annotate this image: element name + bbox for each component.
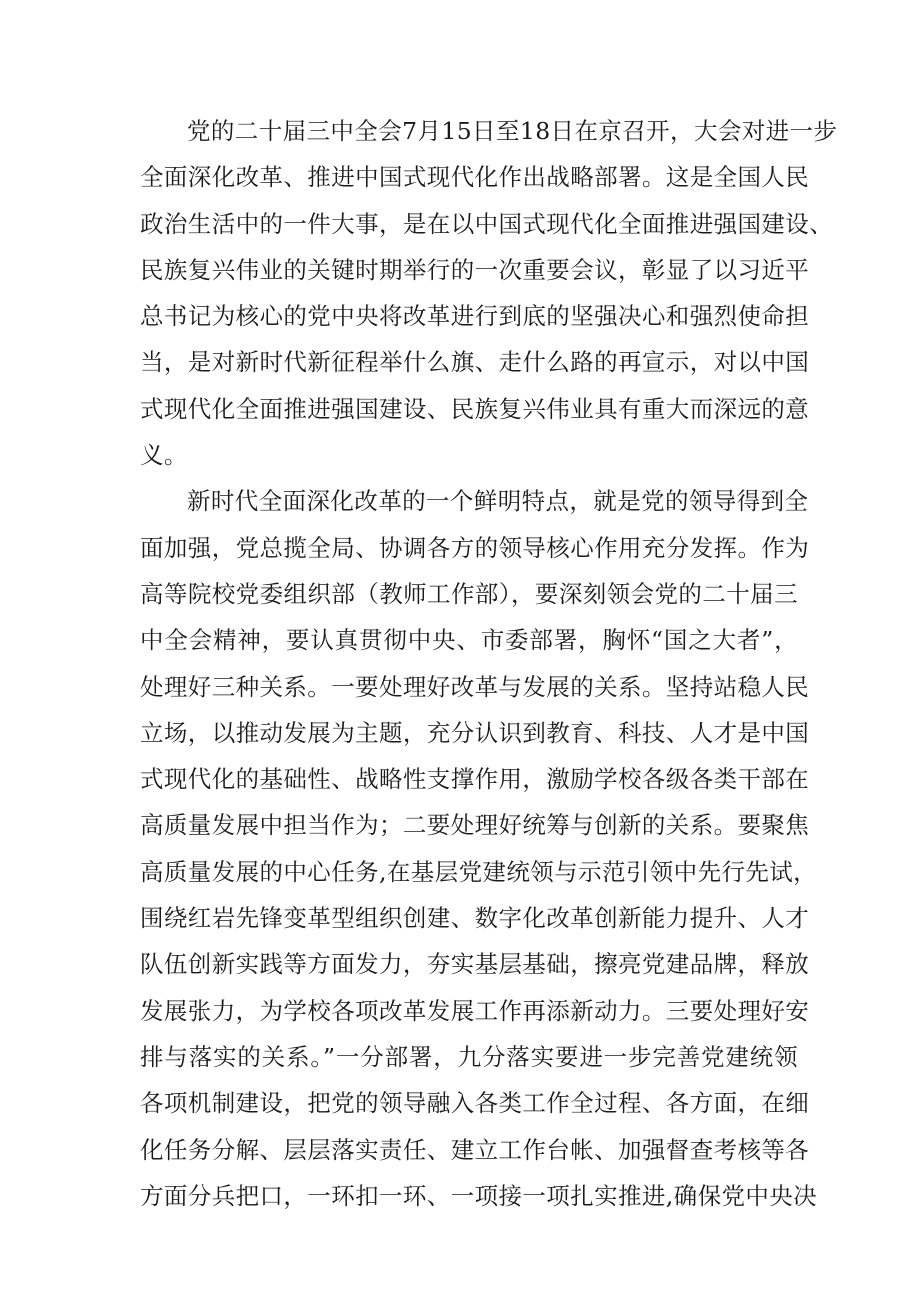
paragraph-line: 发展张力，为学校各项改革发展工作再添新动力。三要处理好安 [140,996,810,1025]
paragraph-line: 高质量发展的中心任务,在基层党建统领与示范引领中先行先试， [140,857,818,886]
paragraph-1 [140,108,838,478]
paragraph-line: 党的二十届三中全会7月15日至18日在京召开，大会对进一步 [187,117,838,145]
paragraph-line: 式现代化的基础性、战略性支撑作用，激励学校各级各类干部在 [140,765,810,794]
paragraph-line: 立场，以推动发展为主题，充分认识到教育、科技、人才是中国 [140,718,810,747]
paragraph-line: 式现代化全面推进强国建设、民族复兴伟业具有重大而深远的意 [140,394,810,423]
paragraph-line: 义。 [140,441,188,470]
paragraph-line: 高质量发展中担当作为；二要处理好统筹与创新的关系。要聚焦 [140,811,810,840]
paragraph-line: 队伍创新实践等方面发力，夯实基层基础，擦亮党建品牌，释放 [140,950,810,979]
paragraph-line: 方面分兵把口，一环扣一环、一项接一项扎实推进,确保党中央决 [140,1181,818,1210]
paragraph-line: 中全会精神，要认真贯彻中央、市委部署，胸怀“国之大者”， [140,626,798,655]
paragraph-line: 总书记为核心的党中央将改革进行到底的坚强决心和强烈使命担 [140,302,810,331]
paragraph-line: 新时代全面深化改革的一个鲜明特点，就是党的领导得到全 [187,487,809,516]
paragraph-line: 化任务分解、层层落实责任、建立工作台帐、加强督查考核等各 [140,1135,810,1164]
paragraph-line: 高等院校党委组织部（教师工作部），要深刻领会党的二十届三 [140,579,798,608]
paragraph-2 [140,478,818,1219]
paragraph-line: 围绕红岩先锋变革型组织创建、数字化改革创新能力提升、人才 [140,904,810,933]
document-body [140,108,838,1219]
paragraph-line: 各项机制建设，把党的领导融入各类工作全过程、各方面，在细 [140,1089,810,1118]
paragraph-line: 民族复兴伟业的关键时期举行的一次重要会议，彰显了以习近平 [140,255,810,284]
paragraph-line: 处理好三种关系。一要处理好改革与发展的关系。坚持站稳人民 [140,672,810,701]
paragraph-line: 当，是对新时代新征程举什么旗、走什么路的再宣示，对以中国 [140,348,810,377]
paragraph-line: 排与落实的关系。”一分部署，九分落实要进一步完善党建统领 [140,1042,798,1071]
paragraph-line: 政治生活中的一件大事，是在以中国式现代化全面推进强国建设、 [140,209,834,238]
paragraph-line: 全面深化改革、推进中国式现代化作出战略部署。这是全国人民 [140,163,810,192]
paragraph-line: 面加强，党总揽全局、协调各方的领导核心作用充分发挥。作为 [140,533,810,562]
